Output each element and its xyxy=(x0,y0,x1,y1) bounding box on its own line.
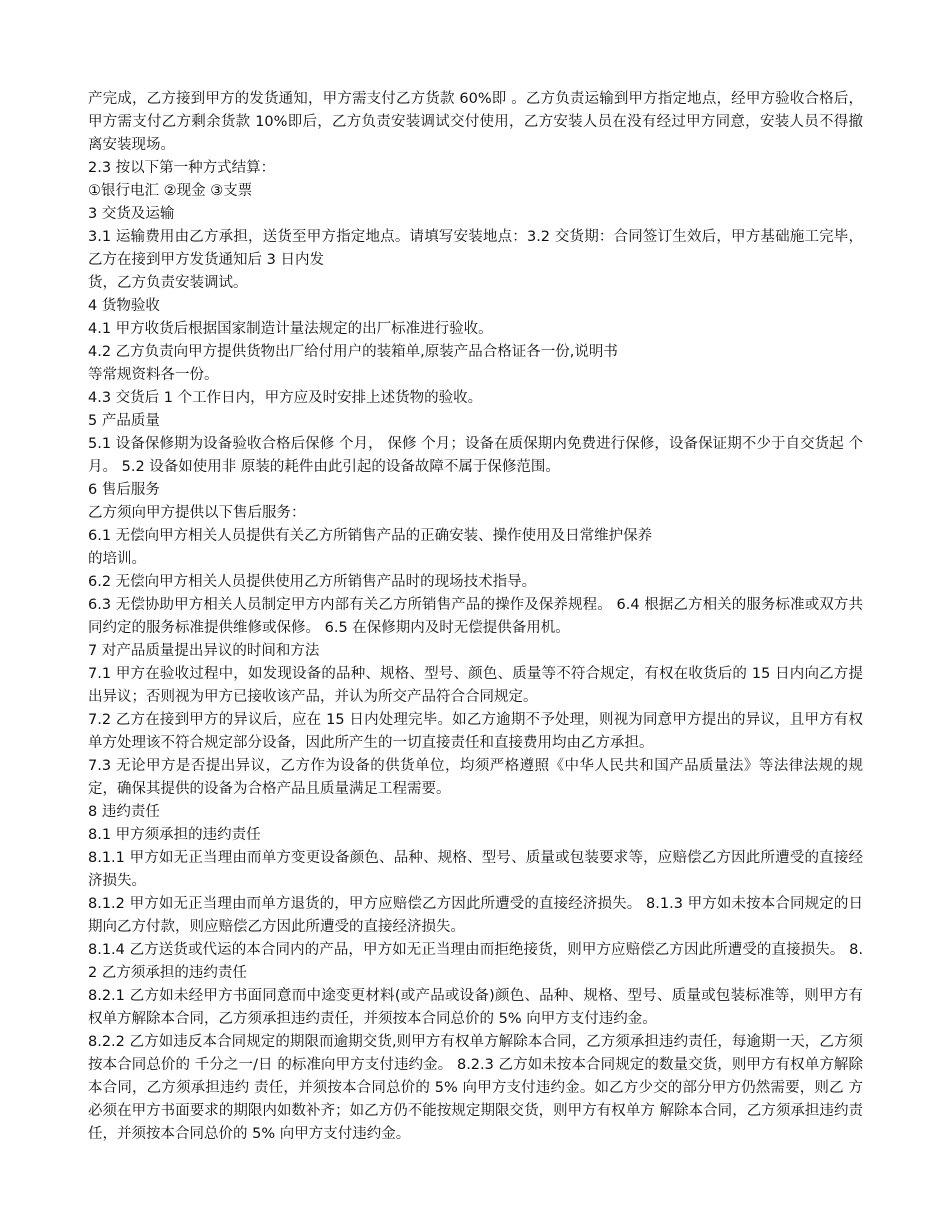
paragraph-7-3: 7.3 无论甲方是否提出异议，乙方作为设备的供货单位，均须严格遵照《中华人民共和国产品质量法》等法律法规的规定，确保其提供的设备为合格产品且质量满足工程需要。 xyxy=(88,758,863,797)
section-heading-4: 4 货物验收 xyxy=(88,298,160,314)
paragraph-6-3: 6.3 无偿协助甲方相关人员制定甲方内部有关乙方所销售产品的操作及保养规程。 6.4 根据乙方相关的服务标准或双方共同约定的服务标准提供维修或保修。 6.5 在保修期内及时无偿提供备用机。 xyxy=(88,597,863,636)
paragraph-6-1: 6.1 无偿向甲方相关人员提供有关乙方所销售产品的正确安装、操作使用及日常维护保养 xyxy=(88,528,653,544)
paragraph-7-2: 7.2 乙方在接到甲方的异议后，应在 15 日内处理完毕。如乙方逾期不予处理，则视为同意甲方提出的异议，且甲方有权单方处理该不符合规定部分设备，因此所产生的一切直接责任和直接费用均由乙方承担。 xyxy=(88,712,863,751)
section-heading-3: 3 交货及运输 xyxy=(88,206,175,222)
paragraph-payment-terms: 产完成，乙方接到甲方的发货通知，甲方需支付乙方货款 60%即 。乙方负责运输到甲方指定地点，经甲方验收合格后，甲方需支付乙方剩余货款 10%即后，乙方负责安装调试交付使用，乙方安装人员在没有经过甲方同意，安装人员不得撤离安装现场。 xyxy=(88,91,863,153)
paragraph-4-2: 4.2 乙方负责向甲方提供货物出厂给付用户的装箱单,原装产品合格证各一份,说明书 xyxy=(88,344,618,360)
paragraph-8-2-2: 8.2.2 乙方如违反本合同规定的期限而逾期交货,则甲方有权单方解除本合同，乙方须承担违约责任，每逾期一天，乙方须按本合同总价的 千分之一/日 的标准向甲方支付违约金。 8.2.3 乙方如未按本合同规定的数量交货，则甲方有权单方解除本合同，乙方须承担违约 责任，并须按本合同总价的 5% 向甲方支付违约金。如乙方少交的部分甲方仍然需要，则乙 方必须在甲方书面要求的期限内如数补齐；如乙方仍不能按规定期限交货，则甲方有权单方 解除本合同，乙方须承担违约责任，并须按本合同总价的 5% 向甲方支付违约金。 xyxy=(88,1034,863,1142)
section-heading-8: 8 违约责任 xyxy=(88,804,160,820)
section-heading-5: 5 产品质量 xyxy=(88,413,160,429)
paragraph-8-1: 8.1 甲方须承担的违约责任 xyxy=(88,827,261,843)
paragraph-5-1: 5.1 设备保修期为设备验收合格后保修 个月， 保修 个月；设备在质保期内免费进行保修，设备保证期不少于自交货起 个月。 5.2 设备如使用非 原装的耗件由此引起的设备故障不属于保修范围。 xyxy=(88,436,863,475)
paragraph-7-1: 7.1 甲方在验收过程中，如发现设备的品种、规格、型号、颜色、质量等不符合规定，有权在收货后的 15 日内向乙方提出异议；否则视为甲方已接收该产品，并认为所交产品符合合同规定。 xyxy=(88,666,863,705)
section-heading-7: 7 对产品质量提出异议的时间和方法 xyxy=(88,643,320,659)
paragraph-settlement-options: ①银行电汇 ②现金 ③支票 xyxy=(88,183,253,199)
paragraph-6-intro: 乙方须向甲方提供以下售后服务： xyxy=(88,505,306,521)
paragraph-4-2-cont: 等常规资料各一份。 xyxy=(88,367,219,383)
paragraph-8-1-2: 8.1.2 甲方如无正当理由而单方退货的，甲方应赔偿乙方因此所遭受的直接经济损失。 8.1.3 甲方如未按本合同规定的日期向乙方付款，则应赔偿乙方因此所遭受的直接经济损失。 xyxy=(88,896,863,935)
paragraph-8-1-4: 8.1.4 乙方送货或代运的本合同内的产品，甲方如无正当理由而拒绝接货，则甲方应赔偿乙方因此所遭受的直接损失。 8.2 乙方须承担的违约责任 xyxy=(88,942,863,981)
paragraph-6-2: 6.2 无偿向甲方相关人员提供使用乙方所销售产品时的现场技术指导。 xyxy=(88,574,537,590)
paragraph-4-1: 4.1 甲方收货后根据国家制造计量法规定的出厂标准进行验收。 xyxy=(88,321,493,337)
paragraph-6-1-cont: 的培训。 xyxy=(88,551,146,567)
section-heading-6: 6 售后服务 xyxy=(88,482,160,498)
paragraph-8-1-1: 8.1.1 甲方如无正当理由而单方变更设备颜色、品种、规格、型号、质量或包装要求等，应赔偿乙方因此所遭受的直接经济损失。 xyxy=(88,850,863,889)
document-page xyxy=(88,88,863,1146)
paragraph-3-2-cont: 货，乙方负责安装调试。 xyxy=(88,275,248,291)
paragraph-8-2-1: 8.2.1 乙方如未经甲方书面同意而中途变更材料(或产品或设备)颜色、品种、规格、型号、质量或包装标准等，则甲方有权单方解除本合同，乙方须承担违约责任，并须按本合同总价的 5% 向甲方支付违约金。 xyxy=(88,988,863,1027)
paragraph-3-1: 3.1 运输费用由乙方承担，送货至甲方指定地点。请填写安装地点：3.2 交货期：合同签订生效后，甲方基础施工完毕，乙方在接到甲方发货通知后 3 日内发 xyxy=(88,229,863,268)
paragraph-4-3: 4.3 交货后 1 个工作日内，甲方应及时安排上述货物的验收。 xyxy=(88,390,483,406)
paragraph-2-3: 2.3 按以下第一种方式结算： xyxy=(88,160,276,176)
